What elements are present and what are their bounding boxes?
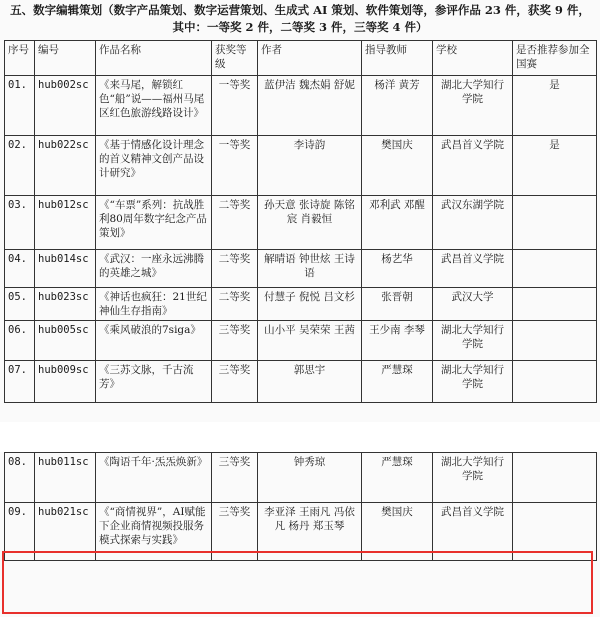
cell-seq: 06.: [5, 321, 35, 361]
cell-authors: 李亚泽 王雨凡 冯依凡 杨丹 郑玉琴: [258, 503, 362, 561]
cell-award: 一等奖: [212, 76, 258, 136]
header-seq: 序号: [5, 41, 35, 76]
cell-award: 二等奖: [212, 250, 258, 288]
cell-school: 武昌首义学院: [433, 136, 513, 196]
cell-recommend: [513, 321, 597, 361]
cell-recommend: [513, 503, 597, 561]
cell-teacher: 张晋朝: [362, 288, 433, 321]
cell-authors: 郭思宇: [258, 361, 362, 403]
cell-recommend: [513, 250, 597, 288]
cell-name: 《基于情感化设计理念的首义精神文创产品设计研究》: [96, 136, 212, 196]
cell-name: 《武汉：一座永远沸腾的英雄之城》: [96, 250, 212, 288]
cell-award: 二等奖: [212, 196, 258, 250]
cell-seq: 08.: [5, 453, 35, 503]
page-gap: [0, 422, 600, 452]
cell-id: hub012sc: [35, 196, 96, 250]
cell-recommend: 是: [513, 76, 597, 136]
cell-seq: 02.: [5, 136, 35, 196]
cell-name: 《“车票”系列：抗战胜利80周年数字纪念产品策划》: [96, 196, 212, 250]
header-name: 作品名称: [96, 41, 212, 76]
cell-name: 《陶语千年·炁炁焕新》: [96, 453, 212, 503]
cell-id: hub021sc: [35, 503, 96, 561]
table-row: [5, 250, 597, 288]
cell-authors: 付慧子 倪悦 吕文杉: [258, 288, 362, 321]
cell-id: hub022sc: [35, 136, 96, 196]
cell-id: hub011sc: [35, 453, 96, 503]
cell-teacher: 严慧琛: [362, 361, 433, 403]
cell-award: 二等奖: [212, 288, 258, 321]
cell-name: 《神话也疯狂：21世纪神仙生存指南》: [96, 288, 212, 321]
cell-seq: 09.: [5, 503, 35, 561]
cell-award: 三等奖: [212, 503, 258, 561]
table-row: [5, 76, 597, 136]
awards-table-continued: [4, 452, 597, 561]
cell-seq: 03.: [5, 196, 35, 250]
cell-school: 湖北大学知行学院: [433, 361, 513, 403]
cell-id: hub009sc: [35, 361, 96, 403]
cell-recommend: 是: [513, 136, 597, 196]
cell-teacher: 杨洋 黄芳: [362, 76, 433, 136]
cell-authors: 钟秀琼: [258, 453, 362, 503]
cell-id: hub014sc: [35, 250, 96, 288]
cell-authors: 解晴语 钟世炫 王诗语: [258, 250, 362, 288]
cell-authors: 孙天意 张诗旋 陈铭宸 肖毅恒: [258, 196, 362, 250]
cell-award: 三等奖: [212, 453, 258, 503]
cell-award: 一等奖: [212, 136, 258, 196]
table-row: [5, 503, 597, 561]
cell-authors: 蓝伊洁 魏杰娟 舒妮: [258, 76, 362, 136]
cell-teacher: 杨艺华: [362, 250, 433, 288]
table-row: [5, 361, 597, 403]
cell-name: 《“商情视界”，AI赋能下企业商情视频投服务模式探索与实践》: [96, 503, 212, 561]
cell-seq: 07.: [5, 361, 35, 403]
cell-teacher: 樊国庆: [362, 136, 433, 196]
cell-award: 三等奖: [212, 361, 258, 403]
cell-school: 武昌首义学院: [433, 250, 513, 288]
header-teacher: 指导教师: [362, 41, 433, 76]
table-row: [5, 288, 597, 321]
cell-school: 武汉东湖学院: [433, 196, 513, 250]
cell-teacher: 王少南 李琴: [362, 321, 433, 361]
cell-recommend: [513, 288, 597, 321]
header-authors: 作者: [258, 41, 362, 76]
cell-seq: 04.: [5, 250, 35, 288]
cell-teacher: 严慧琛: [362, 453, 433, 503]
table-row: [5, 136, 597, 196]
cell-name: 《三苏文脉，千古流芳》: [96, 361, 212, 403]
awards-table: [4, 40, 597, 403]
header-id: 编号: [35, 41, 96, 76]
cell-authors: 山小平 吴荣荣 王茜: [258, 321, 362, 361]
cell-recommend: [513, 196, 597, 250]
cell-recommend: [513, 453, 597, 503]
document-page-2: [0, 452, 600, 617]
cell-id: hub002sc: [35, 76, 96, 136]
header-recommend: 是否推荐参加全国赛: [513, 41, 597, 76]
cell-teacher: 樊国庆: [362, 503, 433, 561]
cell-school: 湖北大学知行学院: [433, 453, 513, 503]
cell-seq: 05.: [5, 288, 35, 321]
cell-name: 《来马尾，解锁红色“船”说——福州马尾区红色旅游线路设计》: [96, 76, 212, 136]
cell-recommend: [513, 361, 597, 403]
cell-id: hub005sc: [35, 321, 96, 361]
table-row: [5, 196, 597, 250]
header-award: 获奖等级: [212, 41, 258, 76]
cell-school: 武昌首义学院: [433, 503, 513, 561]
cell-name: 《乘风破浪的7siga》: [96, 321, 212, 361]
cell-authors: 李诗韵: [258, 136, 362, 196]
cell-school: 湖北大学知行学院: [433, 321, 513, 361]
table-row: [5, 321, 597, 361]
table-header-row: [5, 41, 597, 76]
cell-award: 三等奖: [212, 321, 258, 361]
cell-school: 武汉大学: [433, 288, 513, 321]
cell-id: hub023sc: [35, 288, 96, 321]
cell-school: 湖北大学知行学院: [433, 76, 513, 136]
cell-teacher: 邓利武 邓醒: [362, 196, 433, 250]
section-title: 五、数字编辑策划（数字产品策划、数字运营策划、生成式 AI 策划、软件策划等，参评作品 23 件，获奖 9 件，其中：一等奖 2 件，二等奖 3 件，三等奖 4 件）: [10, 3, 590, 34]
cell-seq: 01.: [5, 76, 35, 136]
header-school: 学校: [433, 41, 513, 76]
table-row: [5, 453, 597, 503]
